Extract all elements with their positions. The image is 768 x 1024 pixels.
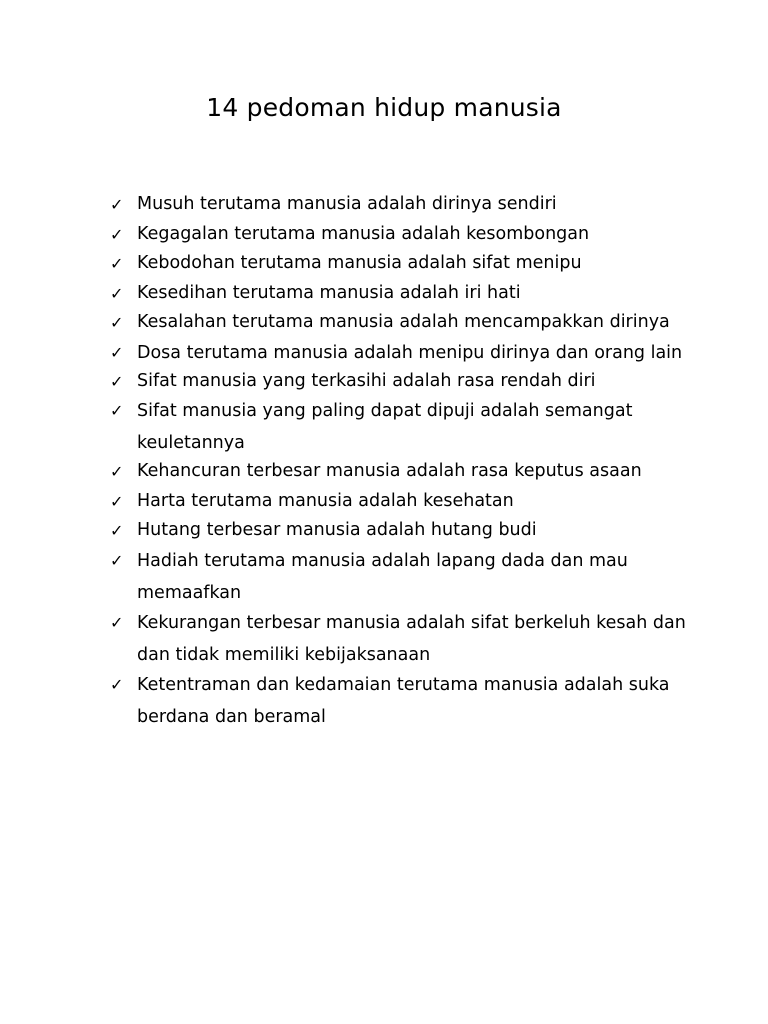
guideline-checklist xyxy=(110,190,700,731)
list-item xyxy=(110,545,700,609)
list-item xyxy=(110,487,700,517)
list-item-text: Kehancuran terbesar manusia adalah rasa keputus asaan xyxy=(137,461,642,481)
list-item xyxy=(110,367,700,397)
list-item-text: Musuh terutama manusia adalah dirinya sendiri xyxy=(137,194,557,214)
list-item xyxy=(110,395,700,459)
list-item xyxy=(110,607,700,671)
list-item xyxy=(110,308,700,338)
check-icon: ✓ xyxy=(110,254,124,273)
check-icon: ✓ xyxy=(110,550,124,570)
list-item xyxy=(110,337,700,369)
list-item-text: Kesalahan terutama manusia adalah mencampakkan dirinya xyxy=(137,312,670,332)
list-item xyxy=(110,249,700,279)
check-icon: ✓ xyxy=(110,612,124,632)
list-item-text: Kebodohan terutama manusia adalah sifat menipu xyxy=(137,253,582,273)
list-item xyxy=(110,457,700,487)
check-icon: ✓ xyxy=(110,283,124,303)
list-item-text: Kekurangan terbesar manusia adalah sifat berkeluh kesah dan dan tidak memiliki kebijaksanaan xyxy=(137,612,686,665)
check-icon: ✓ xyxy=(110,491,124,511)
list-item xyxy=(110,516,700,546)
list-item-text: Hutang terbesar manusia adalah hutang budi xyxy=(137,520,537,540)
list-item xyxy=(110,220,700,250)
check-icon: ✓ xyxy=(110,462,124,481)
list-item xyxy=(110,279,700,309)
list-item-text: Kegagalan terutama manusia adalah kesombongan xyxy=(137,223,590,244)
list-item-text: Harta terutama manusia adalah kesehatan xyxy=(137,490,514,511)
document-title: 14 pedoman hidup manusia xyxy=(206,93,562,122)
check-icon: ✓ xyxy=(110,342,124,362)
check-icon: ✓ xyxy=(110,224,124,244)
check-icon: ✓ xyxy=(110,674,124,694)
list-item-text: Dosa terutama manusia adalah menipu dirinya dan orang lain xyxy=(137,342,683,363)
check-icon: ✓ xyxy=(110,521,124,540)
check-icon: ✓ xyxy=(110,401,124,420)
check-icon: ✓ xyxy=(110,371,124,391)
list-item-text: Ketentraman dan kedamaian terutama manusia adalah suka berdana dan beramal xyxy=(137,674,670,727)
list-item xyxy=(110,190,700,220)
list-item-text: Hadiah terutama manusia adalah lapang dada dan mau memaafkan xyxy=(137,550,628,603)
list-item-text: Kesedihan terutama manusia adalah iri hati xyxy=(137,282,521,303)
list-item-text: Sifat manusia yang terkasihi adalah rasa rendah diri xyxy=(137,370,596,391)
check-icon: ✓ xyxy=(110,195,124,214)
list-item xyxy=(110,669,700,733)
list-item-text: Sifat manusia yang paling dapat dipuji adalah semangat keuletannya xyxy=(137,401,633,453)
check-icon: ✓ xyxy=(110,313,124,332)
